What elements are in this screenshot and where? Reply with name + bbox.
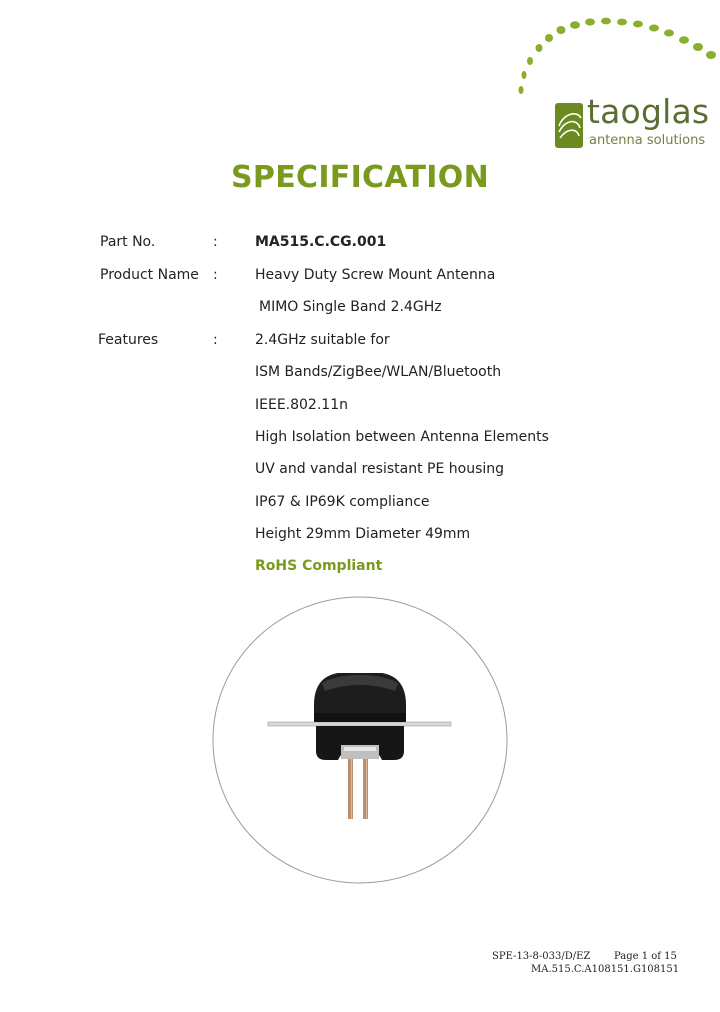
part-no-label: Part No.: [100, 234, 156, 250]
features-label: Features: [98, 332, 159, 348]
feature-item: High Isolation between Antenna Elements: [255, 429, 549, 445]
page-title: SPECIFICATION: [231, 160, 489, 195]
rohs-compliant-badge: RoHS Compliant: [255, 558, 383, 574]
doc-code: SPE-13-8-033/D/EZ: [492, 951, 591, 962]
taoglas-logo-mark-icon: [555, 100, 584, 150]
taoglas-logo: [555, 92, 720, 153]
part-no-colon: :: [213, 234, 218, 250]
logo-wordmark: taoglas: [587, 92, 710, 131]
product-name-colon: :: [213, 267, 218, 283]
features-colon: :: [213, 332, 218, 348]
feature-item: ISM Bands/ZigBee/WLAN/Bluetooth: [255, 364, 502, 380]
doc-reference: MA.515.C.A108151.G108151: [531, 964, 680, 975]
product-image: [210, 595, 510, 885]
product-name-label: Product Name: [100, 267, 199, 283]
logo-tagline: antenna solutions: [589, 133, 706, 148]
feature-item: UV and vandal resistant PE housing: [255, 461, 505, 477]
product-name-line: MIMO Single Band 2.4GHz: [259, 299, 442, 315]
feature-item: IP67 & IP69K compliance: [255, 494, 430, 510]
part-no-value: MA515.C.CG.001: [255, 234, 387, 250]
feature-item: IEEE.802.11n: [255, 397, 348, 413]
product-name-line: Heavy Duty Screw Mount Antenna: [255, 267, 496, 283]
feature-item: Height 29mm Diameter 49mm: [255, 526, 471, 542]
feature-item: 2.4GHz suitable for: [255, 332, 390, 348]
page-number: Page 1 of 15: [614, 951, 677, 962]
